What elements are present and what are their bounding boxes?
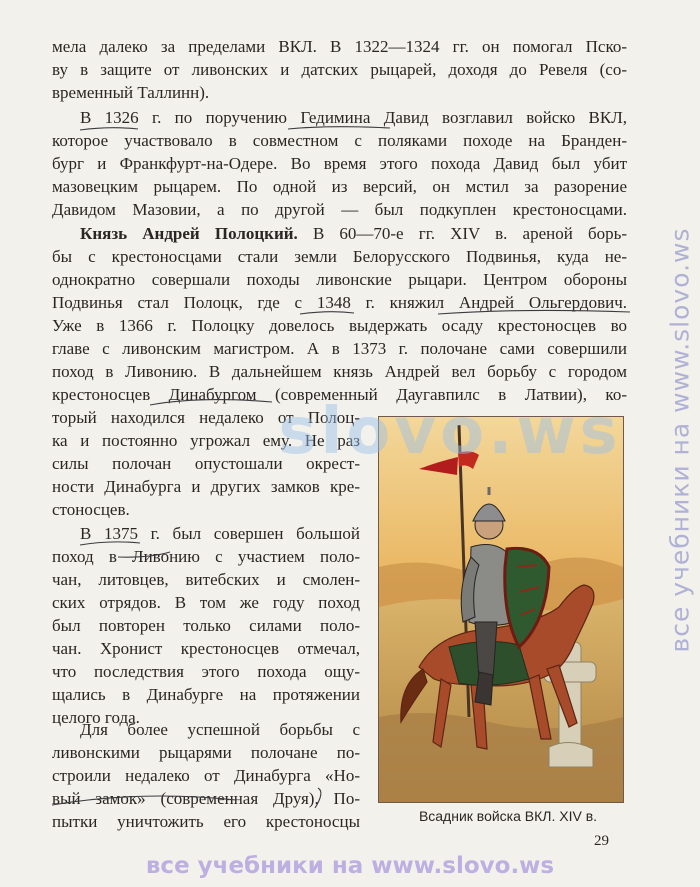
text-line: торый находился недалеко от Полоц- <box>52 408 360 427</box>
text-line: был повторен только силами поло- <box>52 616 360 635</box>
text-line: ливонскими рыцарями полочане по- <box>52 743 360 762</box>
text-line: что последствия этого похода ощу- <box>52 662 360 681</box>
text-line: вый замок» (современная Друя). По- <box>52 789 360 808</box>
text-line: главе с ливонским магистром. А в 1373 г. полочане сами совершили <box>52 339 627 358</box>
text-line: однократно совершали походы ливонские рыцари. Центром обороны <box>52 270 627 289</box>
text-line: бург и Франкфурт-на-Одере. Во время этого похода Давид был убит <box>52 154 627 173</box>
text-line: Для более успешной борьбы с <box>80 720 360 739</box>
text-line: Подвинья стал Полоцк, где с 1348 г. княжил Андрей Ольгердович. <box>52 293 627 312</box>
text-line: поход в Ливонию. В дальнейшем князь Андрей вел борьбу с городом <box>52 362 627 381</box>
text-line: поход в Ливонию с участием поло- <box>52 547 360 566</box>
text-line: которое участвовало в совместном с поляками походе на Бранден- <box>52 131 627 150</box>
text-line: В 1326 г. по поручению Гедимина Давид возглавил войско ВКЛ, <box>80 108 627 127</box>
watermark-center: slovo.ws <box>278 395 622 469</box>
text-line: мазовецким рыцарем. По одной из версий, он мстил за разорение <box>52 177 627 196</box>
watermark-side-text: все учебники на www.slovo.ws <box>665 227 695 653</box>
text-line: чан. Хронист крестоносцев отмечал, <box>52 639 360 658</box>
text-line: В 1375 г. был совершен большой <box>80 524 360 543</box>
horseman-image <box>379 417 623 802</box>
text-line: щались в Динабурге на протяжении <box>52 685 360 704</box>
text-line: ка и постоянно угрожал ему. Не раз <box>52 431 360 450</box>
figure-caption: Всадник войска ВКЛ. XIV в. <box>418 808 598 824</box>
watermark-bottom: все учебники на www.slovo.ws <box>145 853 555 879</box>
page-number: 29 <box>594 833 609 849</box>
section-heading-line <box>80 223 627 245</box>
text-line: ву в защите от ливонских и датских рыцарей, доходя до Ревеля (со- <box>52 60 627 79</box>
section-heading: Князь Андрей Полоцкий. <box>80 224 298 243</box>
text-line: строили недалеко от Динабурга «Но- <box>52 766 360 785</box>
text-run: В 60—70-е гг. XIV в. ареной борь- <box>312 224 628 243</box>
text-line: ских отрядов. В том же году поход <box>52 593 360 612</box>
text-line: ности Динабурга и других замков кре- <box>52 477 360 496</box>
text-line: Уже в 1366 г. Полоцку довелось выдержать осаду крестоносцев во <box>52 316 627 335</box>
text-line: стоносцев. <box>52 500 130 519</box>
text-line: пытки уничтожить его крестоносцы <box>52 812 360 831</box>
text-line: крестоносцев Динабургом (современный Даугавпилс в Латвии), ко- <box>52 385 627 404</box>
text-line: целого года. <box>52 708 140 727</box>
text-line: чан, литовцев, витебских и смолен- <box>52 570 360 589</box>
text-line: Давидом Мазовии, а по другой — был подкуплен крестоносцами. <box>52 200 627 219</box>
text-line: силы полочан опустошали окрест- <box>52 454 360 473</box>
text-line: временный Таллинн). <box>52 83 210 102</box>
text-line: мела далеко за пределами ВКЛ. В 1322—1324 гг. он помогал Пско- <box>52 37 627 56</box>
horseman-illustration <box>378 416 624 803</box>
watermark-side <box>660 100 700 770</box>
text-line: бы с крестоносцами стали земли Белорусского Подвинья, куда не- <box>52 247 627 266</box>
